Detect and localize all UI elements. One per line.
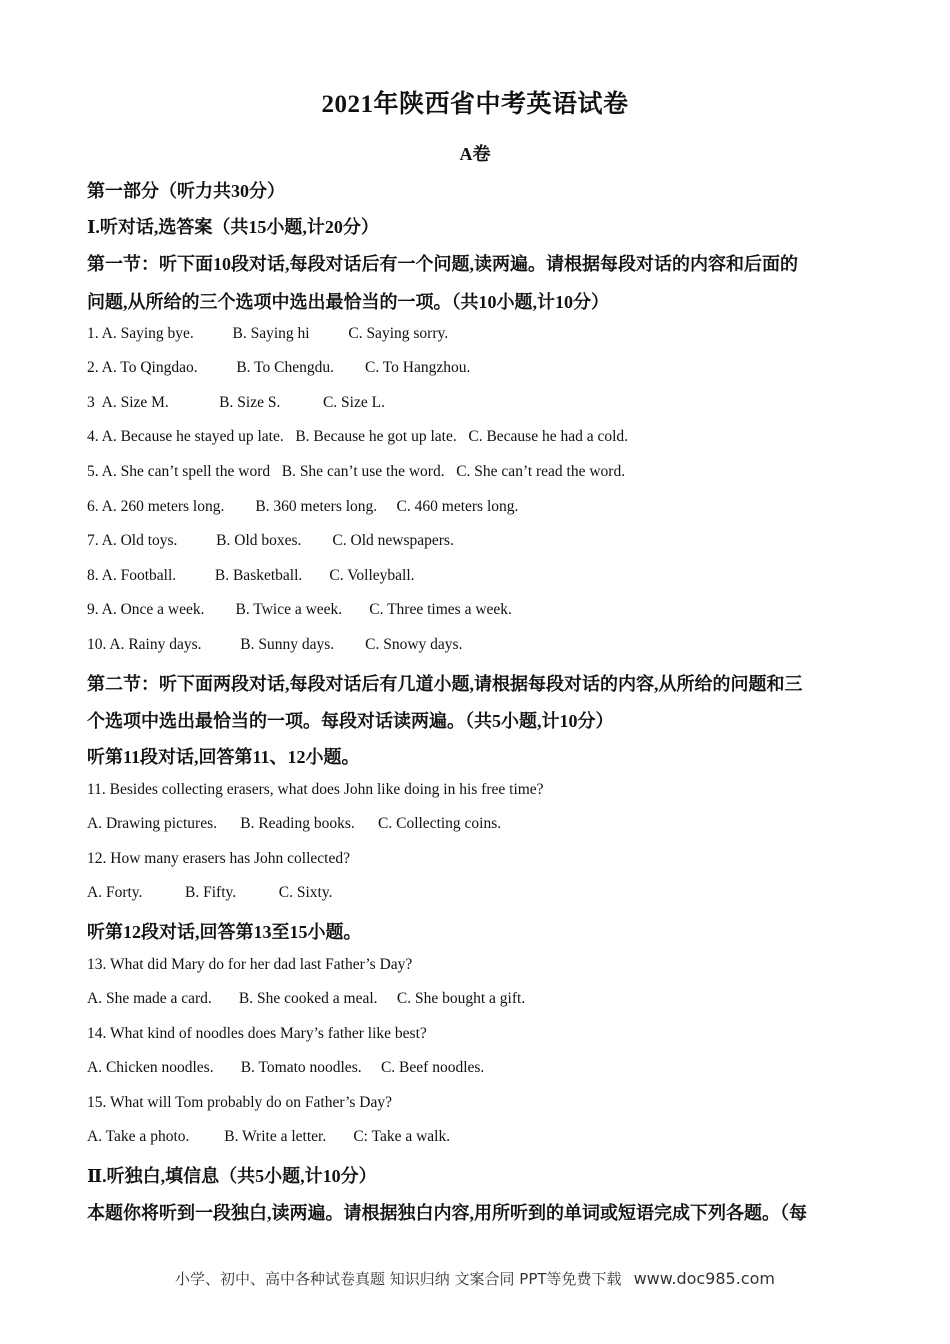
dialogue-heading: 听第11段对话,回答第11、12小题。 bbox=[87, 747, 360, 767]
document-title: 2021年陕西省中考英语试卷 bbox=[321, 91, 629, 118]
instruction-line: 本题你将听到一段独白,读两遍。请根据独白内容,用所听到的单词或短语完成下列各题。（每 bbox=[87, 1203, 807, 1223]
dialogue-heading: 听第12段对话,回答第13至15小题。 bbox=[87, 922, 362, 942]
question-item: 1. A. Saying bye. B. Saying hi C. Saying sorry. bbox=[87, 325, 449, 342]
instruction-line: 个选项中选出最恰当的一项。每段对话读两遍。（共5小题,计10分） bbox=[87, 711, 614, 731]
part-heading: 第一部分（听力共30分） bbox=[87, 181, 285, 201]
question-item: 8. A. Football. B. Basketball. C. Volleyball. bbox=[87, 567, 415, 584]
question-item: 15. What will Tom probably do on Father’s Day? bbox=[87, 1094, 392, 1111]
question-item: 12. How many erasers has John collected? bbox=[87, 850, 350, 867]
instruction-line: 第二节：听下面两段对话,每段对话后有几道小题,请根据每段对话的内容,从所给的问题和三 bbox=[87, 674, 803, 694]
section-heading: Ⅰ.听对话,选答案（共15小题,计20分） bbox=[87, 217, 379, 237]
question-item: 2. A. To Qingdao. B. To Chengdu. C. To Hangzhou. bbox=[87, 359, 471, 376]
section-heading: Ⅱ.听独白,填信息（共5小题,计10分） bbox=[87, 1166, 377, 1186]
answer-options: A. She made a card. B. She cooked a meal. C. She bought a gift. bbox=[87, 990, 526, 1007]
footer-text: 小学、初中、高中各种试卷真题 知识归纳 文案合同 PPT等免费下载 bbox=[175, 1270, 622, 1288]
page-footer bbox=[0, 1268, 950, 1289]
instruction-line: 第一节：听下面10段对话,每段对话后有一个问题,读两遍。请根据每段对话的内容和后面的 bbox=[87, 254, 798, 274]
answer-options: A. Forty. B. Fifty. C. Sixty. bbox=[87, 884, 333, 901]
answer-options: A. Take a photo. B. Write a letter. C: Take a walk. bbox=[87, 1128, 451, 1145]
instruction-line: 问题,从所给的三个选项中选出最恰当的一项。（共10小题,计10分） bbox=[87, 292, 609, 312]
question-item: 6. A. 260 meters long. B. 360 meters long. C. 460 meters long. bbox=[87, 498, 519, 515]
answer-options: A. Chicken noodles. B. Tomato noodles. C. Beef noodles. bbox=[87, 1059, 485, 1076]
question-item: 13. What did Mary do for her dad last Father’s Day? bbox=[87, 956, 413, 973]
question-item: 7. A. Old toys. B. Old boxes. C. Old newspapers. bbox=[87, 532, 454, 549]
question-item: 9. A. Once a week. B. Twice a week. C. Three times a week. bbox=[87, 601, 512, 618]
question-item: 14. What kind of noodles does Mary’s father like best? bbox=[87, 1025, 427, 1042]
answer-options: A. Drawing pictures. B. Reading books. C. Collecting coins. bbox=[87, 815, 502, 832]
question-item: 11. Besides collecting erasers, what does John like doing in his free time? bbox=[87, 781, 544, 798]
footer-website: www.doc985.com bbox=[633, 1269, 775, 1288]
question-item: 10. A. Rainy days. B. Sunny days. C. Snowy days. bbox=[87, 636, 463, 653]
question-item: 3 A. Size M. B. Size S. C. Size L. bbox=[87, 394, 385, 411]
question-item: 4. A. Because he stayed up late. B. Because he got up late. C. Because he had a cold. bbox=[87, 428, 629, 445]
question-item: 5. A. She can’t spell the word B. She can’t use the word. C. She can’t read the word. bbox=[87, 463, 626, 480]
paper-section-label: A卷 bbox=[459, 144, 491, 164]
